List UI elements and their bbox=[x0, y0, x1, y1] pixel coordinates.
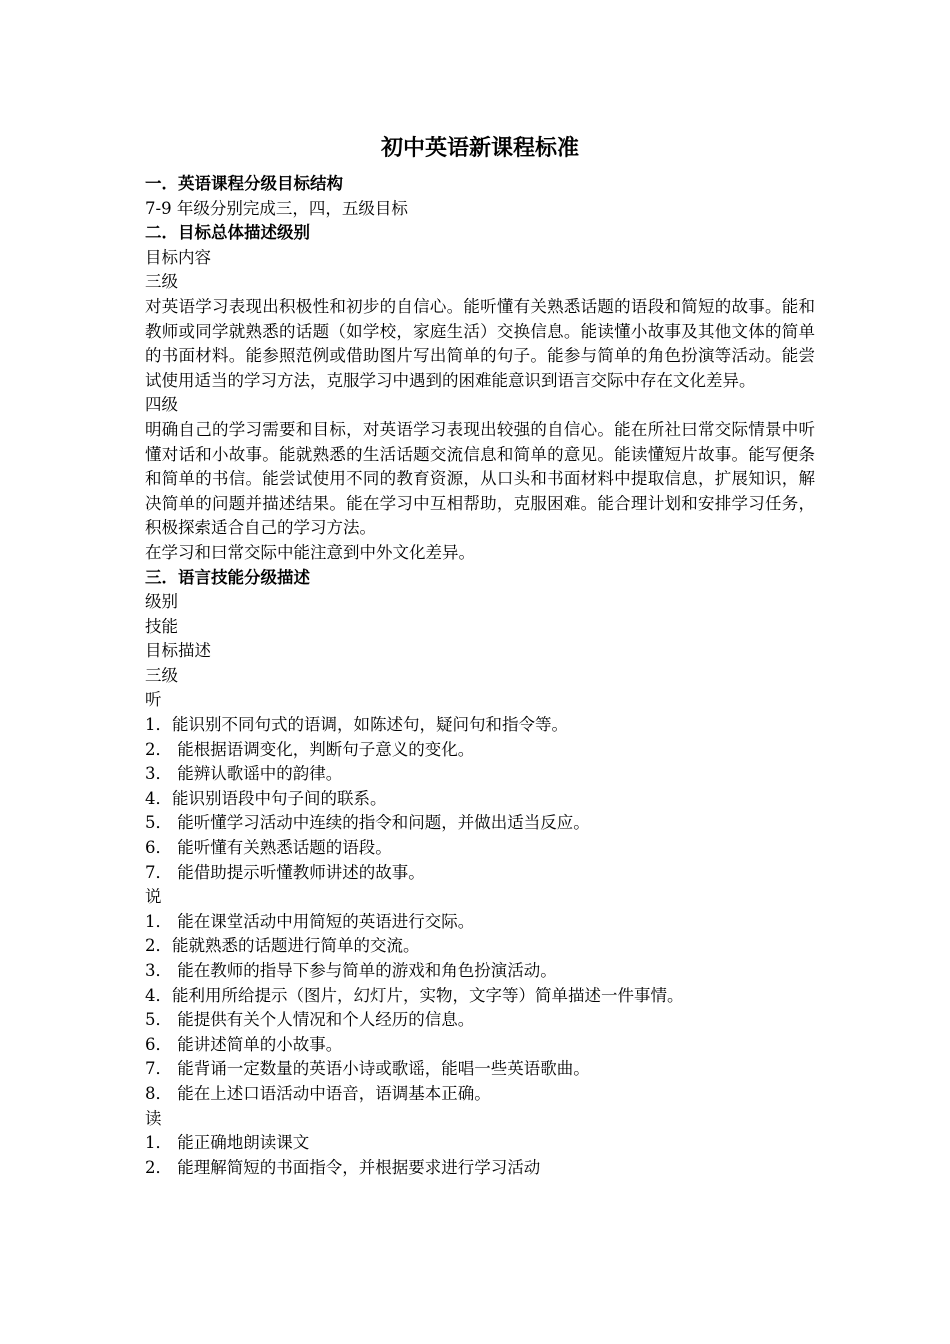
list-item: 6． 能听懂有关熟悉话题的语段。 bbox=[145, 838, 392, 858]
label-target-content: 目标内容 bbox=[145, 247, 211, 267]
section-heading-3: 三．语言技能分级描述 bbox=[145, 567, 310, 587]
list-item: 1．能识别不同句式的语调，如陈述句，疑问句和指令等。 bbox=[145, 715, 568, 735]
label-level-3-skills: 三级 bbox=[145, 665, 178, 685]
list-item: 6． 能讲述简单的小故事。 bbox=[145, 1034, 343, 1054]
level-3-description: 对英语学习表现出积极性和初步的自信心。能听懂有关熟悉话题的语段和简短的故事。能和教师或同学就熟悉的话题（如学校，家庭生活）交换信息。能读懂小故事及其他文体的简单的书面材料。能参照范例或借助图片写出简单的句子。能参与简单的角色扮演等活动。能尝试使用适当的学习方法，克服学习中遇到的困难能意识到语言交际中存在文化差异。 bbox=[145, 296, 815, 390]
section-heading-2: 二．目标总体描述级别 bbox=[145, 223, 310, 243]
list-item: 5． 能提供有关个人情况和个人经历的信息。 bbox=[145, 1010, 475, 1030]
document-page bbox=[145, 132, 815, 1180]
list-item: 7． 能借助提示听懂教师讲述的故事。 bbox=[145, 862, 425, 882]
list-item: 4．能识别语段中句子间的联系。 bbox=[145, 788, 387, 808]
label-target-description: 目标描述 bbox=[145, 641, 211, 661]
list-item: 2． 能根据语调变化，判断句子意义的变化。 bbox=[145, 739, 475, 759]
level-4-last-line: 在学习和曰常交际中能注意到中外文化差异。 bbox=[145, 542, 475, 562]
list-item: 3． 能在教师的指导下参与简单的游戏和角色扮演活动。 bbox=[145, 961, 557, 980]
list-item: 5． 能听懂学习活动中连续的指令和问题，并做出适当反应。 bbox=[145, 813, 590, 833]
level-4-description: 明确自己的学习需要和目标，对英语学习表现出较强的自信心。能在所社曰常交际情景中听懂对话和小故事。能就熟悉的生活话题交流信息和简单的意见。能读懂短片故事。能写便条和简单的书信。能尝试使用不同的教育资源，从口头和书面材料中提取信息，扩展知识，解决简单的问题并描述结果。能在学习中互相帮助，克服困难。能合理计划和安排学习任务，积极探索适合自己的学习方法。 bbox=[145, 419, 815, 538]
page-title: 初中英语新课程标准 bbox=[380, 136, 579, 161]
list-item: 4．能利用所给提示（图片，幻灯片，实物，文字等）简单描述一件事情。 bbox=[145, 985, 684, 1005]
list-item: 2． 能理解简短的书面指令，并根据要求进行学习活动 bbox=[145, 1157, 541, 1177]
list-item: 2．能就熟悉的话题进行简单的交流。 bbox=[145, 936, 420, 956]
label-level: 级别 bbox=[145, 592, 178, 612]
list-item: 1． 能在课堂活动中用简短的英语进行交际。 bbox=[145, 911, 475, 931]
label-speaking: 说 bbox=[145, 887, 162, 907]
label-skill: 技能 bbox=[145, 616, 178, 636]
section-heading-1: 一．英语课程分级目标结构 bbox=[145, 174, 343, 193]
list-item: 3． 能辨认歌谣中的韵律。 bbox=[145, 764, 343, 784]
label-reading: 读 bbox=[145, 1108, 162, 1128]
list-item: 1． 能正确地朗读课文 bbox=[145, 1133, 310, 1153]
list-item: 8． 能在上述口语活动中语音，语调基本正确。 bbox=[145, 1083, 491, 1103]
label-listening: 听 bbox=[145, 690, 162, 710]
label-level-3: 三级 bbox=[145, 272, 178, 292]
list-item: 7． 能背诵一定数量的英语小诗或歌谣，能唱一些英语歌曲。 bbox=[145, 1059, 590, 1079]
text-line: 7-9 年级分别完成三，四，五级目标 bbox=[145, 198, 408, 218]
label-level-4: 四级 bbox=[145, 395, 178, 415]
